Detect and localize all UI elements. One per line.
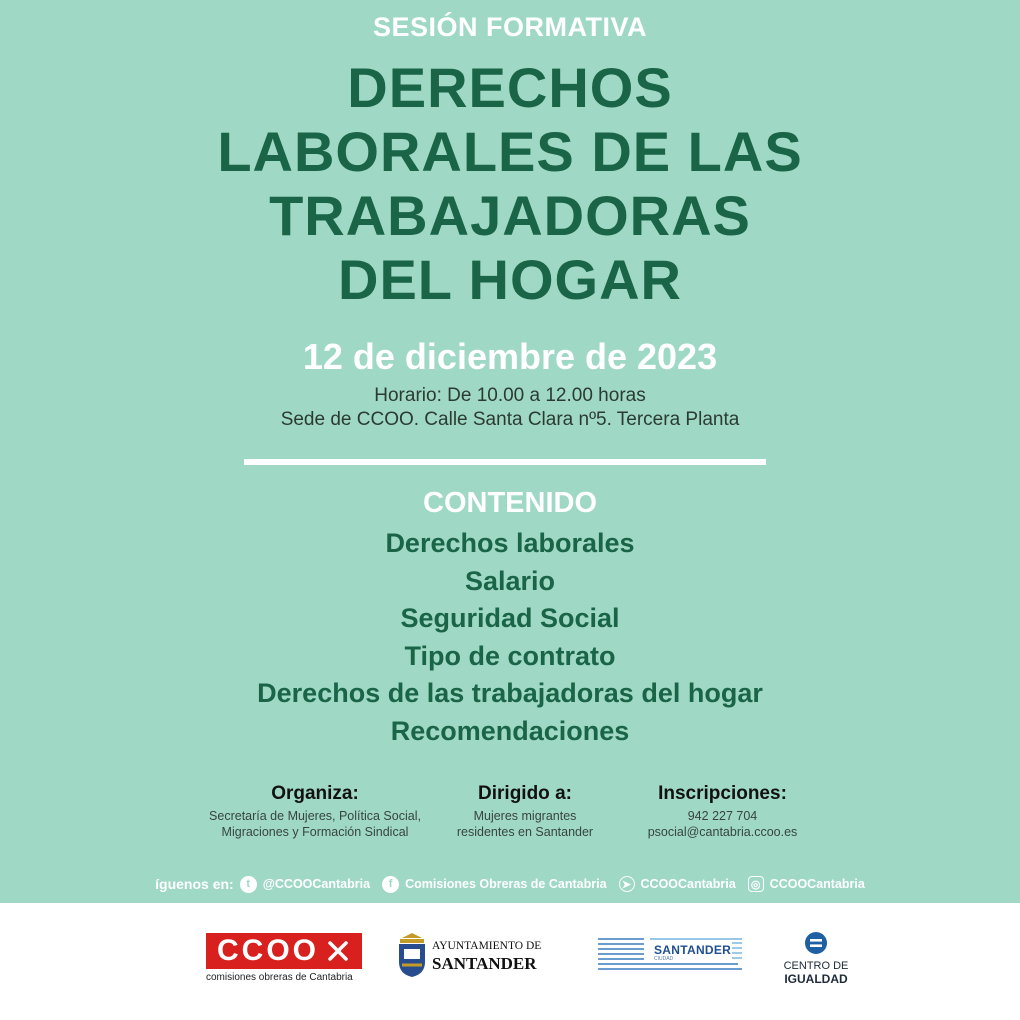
title-line-1: DERECHOS [347,56,673,119]
content-item: Recomendaciones [390,715,630,746]
event-schedule: Horario: De 10.00 a 12.00 horas [374,385,646,406]
santander-ciudad-text: SANTANDER [654,943,732,957]
logo-footer [0,903,1020,1020]
content-heading: CONTENIDO [423,487,597,519]
centro-igualdad-logo [778,931,854,986]
inscripciones-heading: Inscripciones: [658,783,787,804]
facebook-handle[interactable]: Comisiones Obreras de Cantabria [405,877,607,891]
twitter-handle[interactable]: @CCOOCantabria [262,877,371,891]
organiza-line: Migraciones y Formación Sindical [221,824,409,839]
content-item: Seguridad Social [400,603,620,633]
ccoo-logo-box [206,933,362,969]
event-info [0,384,1020,432]
ayuntamiento-text [432,938,541,972]
event-date: 12 de diciembre de 2023 [302,336,718,377]
content-item: Salario [464,565,556,596]
session-kicker: SESIÓN FORMATIVA [372,12,647,42]
social-bar [150,872,870,896]
telegram-icon[interactable]: ➤ [619,876,635,892]
title-line-3: TRABAJADORAS [269,184,751,247]
content-item: Derechos de las trabajadoras del hogar [257,678,763,708]
organiza-text [195,809,435,840]
telegram-handle[interactable]: CCOOCantabria [640,877,736,891]
organiza-heading: Organiza: [271,783,359,804]
title-line-4: DEL HOGAR [338,248,682,311]
social-label: íguenos en: [155,876,234,892]
igualdad-icon [804,931,828,955]
organiza-line: Secretaría de Mujeres, Política Social, [209,809,421,823]
ayuntamiento-name: SANTANDER [432,954,537,973]
igualdad-line1: CENTRO DE [783,960,849,972]
content-item: Tipo de contrato [404,640,616,671]
event-venue: Sede de CCOO. Calle Santa Clara nº5. Tercera Planta [280,409,740,430]
dirigido-line: residentes en Santander [456,824,594,839]
inscripciones-block [625,783,820,840]
twitter-icon[interactable]: t [240,876,257,893]
coat-of-arms-icon [396,932,428,978]
dirigido-text [440,809,610,840]
title-line-2: LABORALES DE LAS [217,120,803,183]
facebook-icon[interactable]: f [382,876,399,893]
dirigido-block [440,783,610,840]
ayuntamiento-logo [396,932,541,978]
organiza-block [195,783,435,840]
santander-ciudad-sub: CIUDAD [654,956,674,962]
event-title [0,56,1020,312]
divider [244,459,766,465]
dirigido-heading: Dirigido a: [478,783,572,804]
ccoo-logo-text: CCOO [217,934,319,967]
inscripciones-phone[interactable]: 942 227 704 [687,809,758,823]
dirigido-line: Mujeres migrantes [473,809,577,823]
igualdad-line2: IGUALDAD [784,972,848,986]
instagram-icon[interactable]: ◎ [748,876,764,892]
ayuntamiento-line: AYUNTAMIENTO DE [432,940,542,952]
inscripciones-text [625,809,820,840]
content-list [0,525,1020,750]
content-item: Derechos laborales [385,528,635,558]
ccoo-logo-subtitle: comisiones obreras de Cantabria [206,972,353,983]
ccoo-star-icon [325,938,351,964]
instagram-handle[interactable]: CCOOCantabria [769,877,865,891]
ccoo-logo [206,933,362,983]
inscripciones-email[interactable]: psocial@cantabria.ccoo.es [647,824,798,839]
